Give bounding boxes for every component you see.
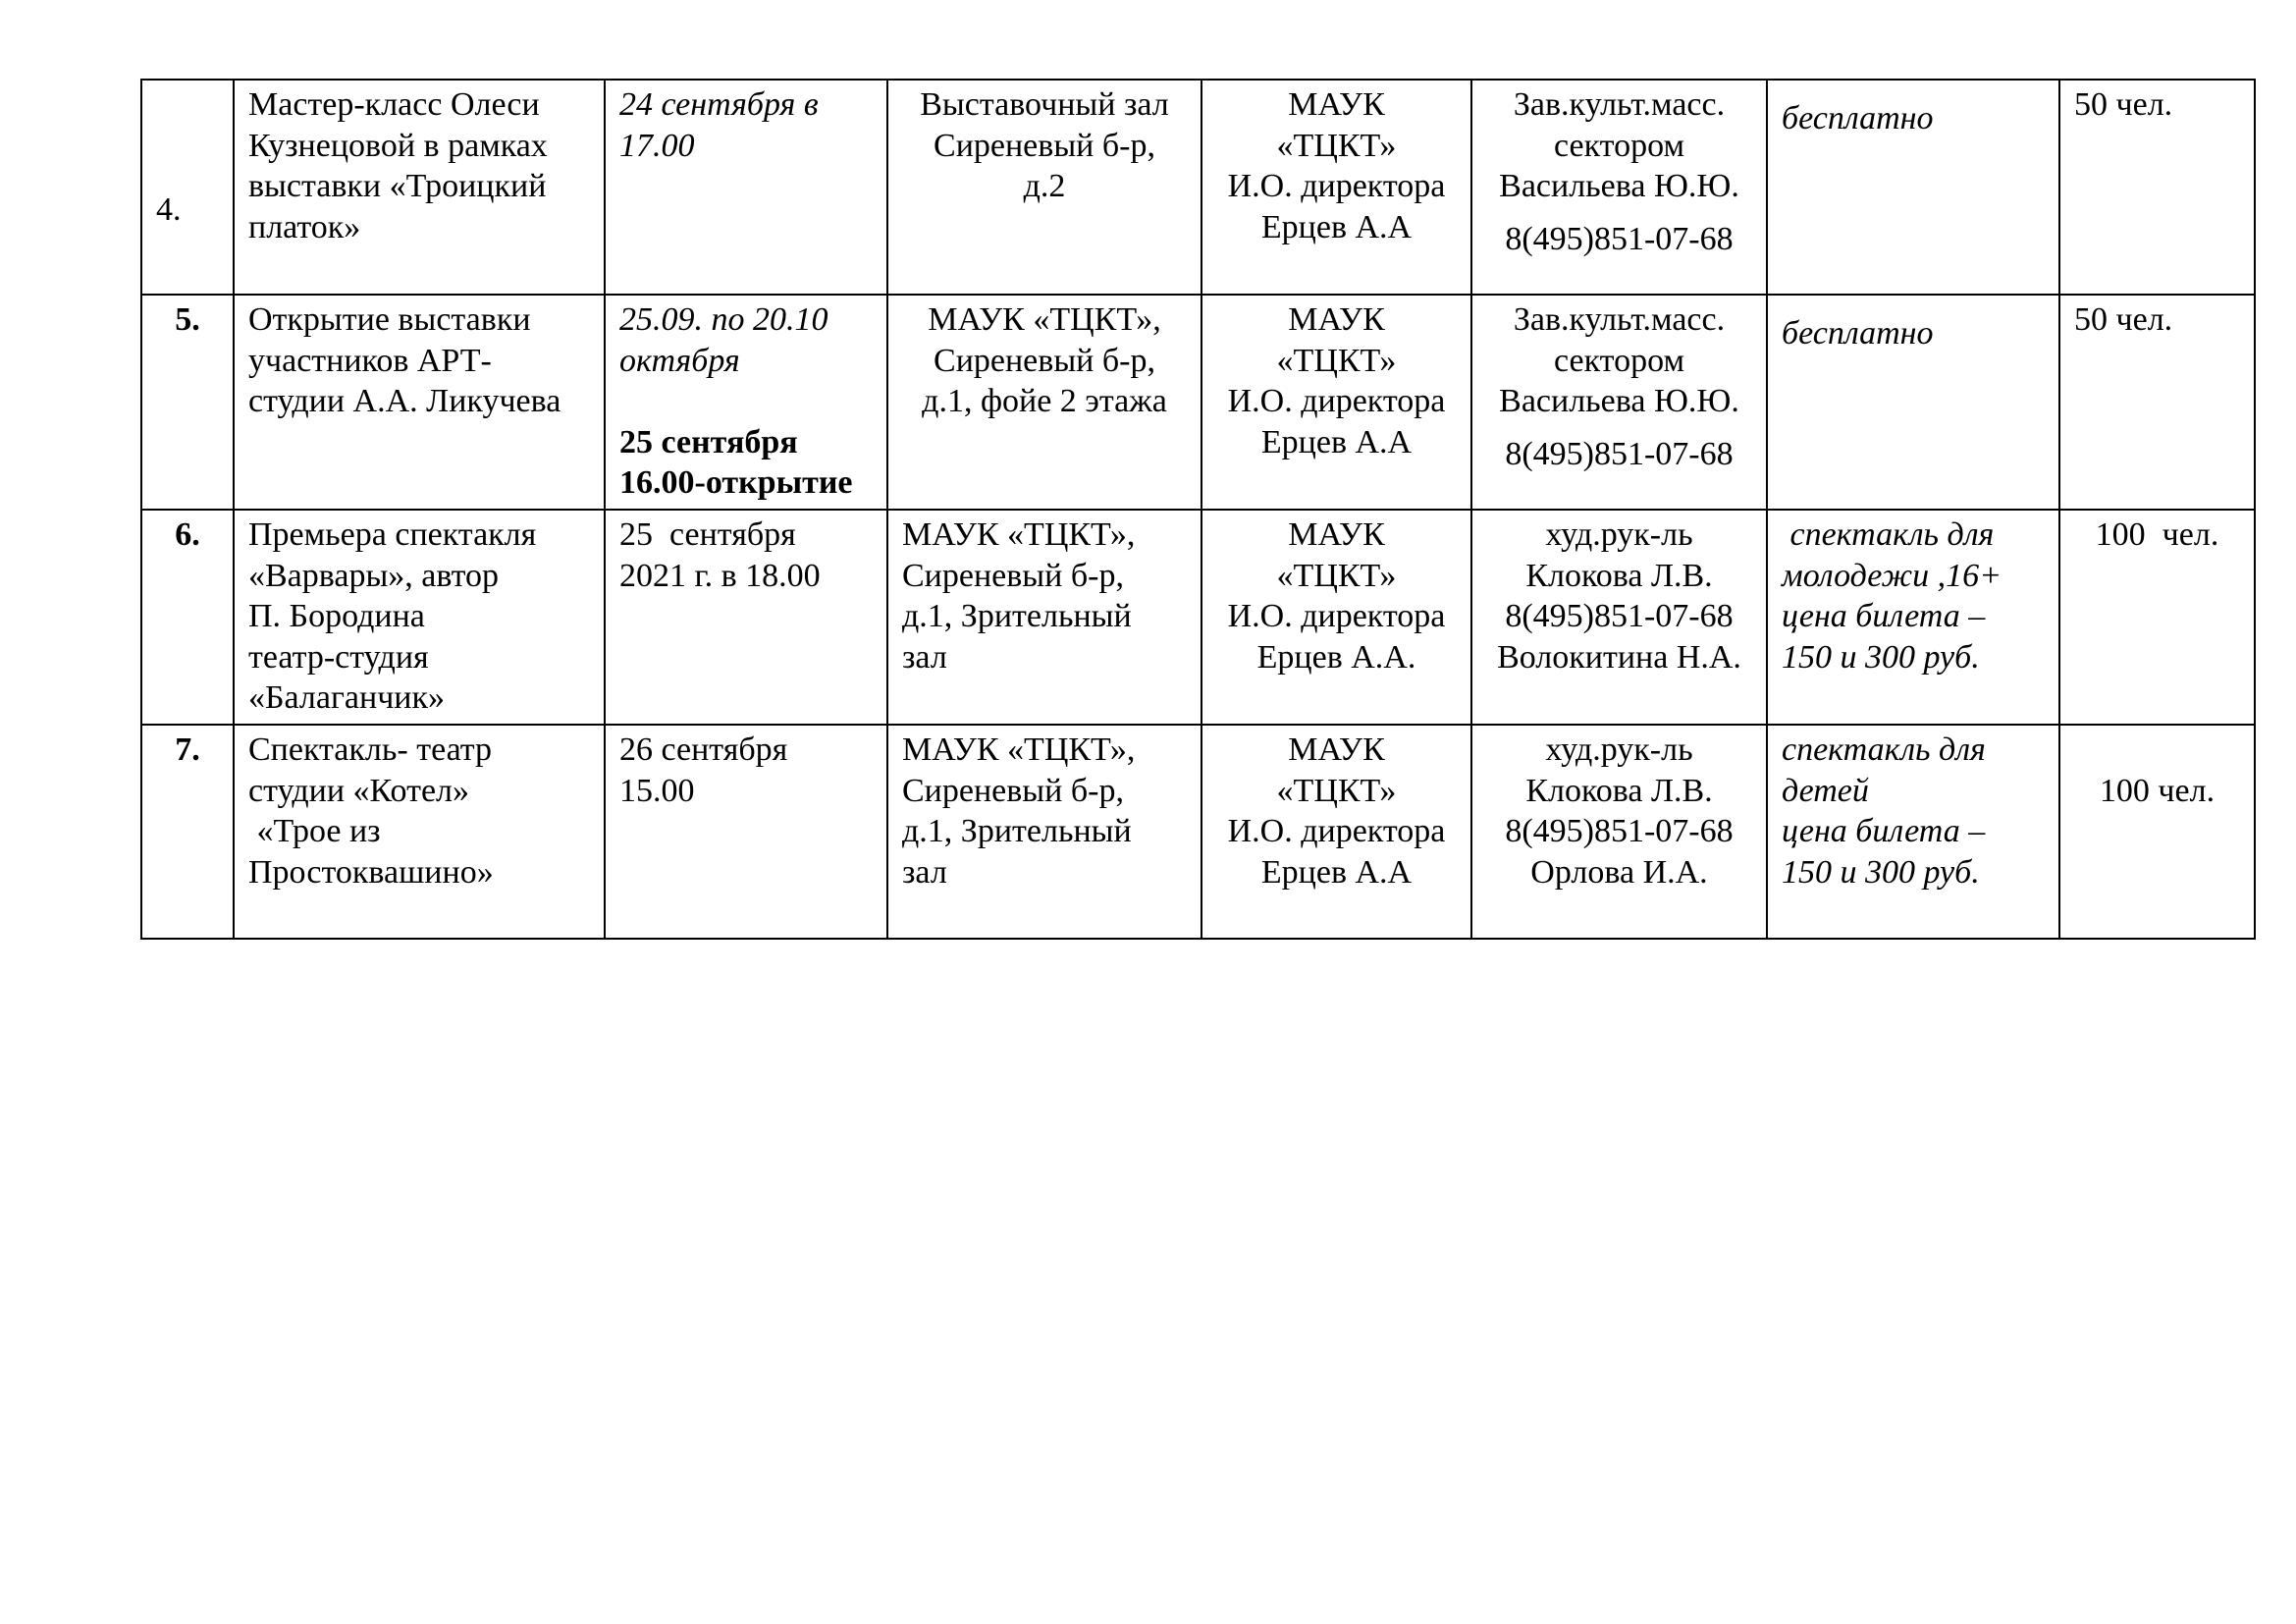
event-line: выставки «Троицкий — [248, 168, 547, 204]
responsible-line: худ.рук-ль — [1545, 516, 1693, 553]
row-number-cell — [141, 725, 234, 939]
table-row — [141, 80, 2255, 295]
place-line: д.2 — [1023, 168, 1066, 204]
event-line: П. Бородина — [248, 598, 425, 634]
organizer-cell — [1201, 80, 1471, 295]
place-cell — [887, 295, 1201, 510]
table-row — [141, 725, 2255, 939]
organizer-line: Ерцев А.А — [1260, 208, 1413, 245]
place-line: Сиреневый б-р, — [934, 342, 1155, 379]
place-line: МАУК «ТЦКТ», — [902, 731, 1136, 768]
attendance-cell — [2059, 725, 2255, 939]
attendance-count: 100 чел. — [2095, 516, 2219, 553]
event-line: Простоквашино» — [248, 853, 494, 891]
event-line: «Варвары», автор — [248, 557, 500, 594]
event-line: Спектакль- театр — [248, 731, 493, 768]
place-line: Выставочный зал — [920, 86, 1169, 123]
organizer-line: Ерцев А.А — [1260, 853, 1413, 891]
attendance-cell — [2059, 510, 2255, 725]
event-line: участников АРТ- — [248, 342, 492, 379]
event-line: Кузнецовой в рамках — [248, 127, 548, 164]
price-cell — [1767, 510, 2059, 725]
responsible-line: сектором — [1554, 127, 1684, 164]
responsible-cell — [1471, 295, 1767, 510]
date-cell — [605, 510, 887, 725]
table-row — [141, 510, 2255, 725]
organizer-line: МАУК — [1288, 86, 1385, 123]
attendance-count: 100 чел. — [2099, 773, 2216, 809]
spacer — [619, 381, 873, 422]
responsible-line: Орлова И.А. — [1530, 853, 1708, 891]
responsible-line: сектором — [1554, 342, 1684, 379]
row-number-cell — [141, 80, 234, 295]
place-line: д.1, Зрительный — [902, 598, 1132, 634]
price-line: цена билета – — [1782, 813, 1986, 849]
place-line: Сиреневый б-р, — [902, 557, 1124, 594]
responsible-line: Васильева Ю.Ю. — [1499, 383, 1739, 419]
organizer-line: МАУК — [1288, 301, 1385, 338]
place-cell — [887, 80, 1201, 295]
place-line: зал — [902, 638, 947, 676]
organizer-line: МАУК — [1288, 516, 1385, 553]
organizer-line: И.О. директора — [1227, 383, 1446, 419]
price-line: детей — [1782, 772, 1869, 809]
row-number: 5. — [175, 301, 200, 338]
row-number: 6. — [175, 516, 200, 553]
responsible-phone: 8(495)851-07-68 — [1505, 435, 1734, 472]
place-line: МАУК «ТЦКТ», — [928, 301, 1161, 338]
organizer-line: «ТЦКТ» — [1276, 557, 1397, 594]
place-cell — [887, 510, 1201, 725]
organizer-line: И.О. директора — [1227, 598, 1446, 634]
opening-date-line: 16.00-открытие — [619, 464, 853, 501]
date-cell — [605, 295, 887, 510]
responsible-phone: 8(495)851-07-68 — [1505, 220, 1734, 257]
responsible-line: Клокова Л.В. — [1525, 772, 1713, 809]
event-line: платок» — [248, 208, 361, 245]
table-row — [141, 295, 2255, 510]
row-number: 7. — [175, 731, 200, 768]
events-table — [140, 79, 2256, 940]
organizer-cell — [1201, 510, 1471, 725]
event-line: Премьера спектакля — [248, 516, 537, 553]
price-line: 150 и 300 руб. — [1782, 853, 1980, 891]
place-line: Сиреневый б-р, — [934, 127, 1155, 164]
organizer-line: Ерцев А.А — [1260, 423, 1413, 460]
place-line: д.1, Зрительный — [902, 813, 1132, 849]
price-line: бесплатно — [1782, 100, 1934, 136]
place-line: зал — [902, 853, 947, 891]
row-number: 4. — [156, 190, 182, 228]
organizer-line: МАУК — [1288, 731, 1385, 768]
date-line: октября — [619, 342, 740, 379]
price-line: 150 и 300 руб. — [1782, 638, 1980, 676]
place-line: МАУК «ТЦКТ», — [902, 516, 1136, 553]
organizer-line: И.О. директора — [1227, 168, 1446, 204]
price-line: спектакль для — [1782, 731, 1986, 768]
event-cell — [234, 80, 605, 295]
date-cell — [605, 80, 887, 295]
price-cell — [1767, 725, 2059, 939]
place-line: Сиреневый б-р, — [902, 772, 1124, 809]
event-cell — [234, 725, 605, 939]
event-line: студии «Котел» — [248, 772, 470, 809]
price-cell — [1767, 295, 2059, 510]
date-line: 2021 г. в 18.00 — [619, 557, 821, 594]
responsible-line: 8(495)851-07-68 — [1505, 598, 1734, 634]
responsible-line: худ.рук-ль — [1545, 731, 1693, 768]
attendance-cell — [2059, 80, 2255, 295]
row-number-cell — [141, 295, 234, 510]
row-number-cell — [141, 510, 234, 725]
organizer-cell — [1201, 295, 1471, 510]
price-line: цена билета – — [1782, 598, 1986, 634]
date-cell — [605, 725, 887, 939]
event-line: Открытие выставки — [248, 301, 531, 338]
price-line: спектакль для — [1782, 516, 1995, 553]
responsible-line: Клокова Л.В. — [1525, 557, 1713, 594]
organizer-line: «ТЦКТ» — [1276, 772, 1397, 809]
event-line: театр-студия — [248, 638, 429, 676]
date-line: 17.00 — [619, 127, 695, 164]
responsible-cell — [1471, 725, 1767, 939]
price-cell — [1767, 80, 2059, 295]
event-cell — [234, 295, 605, 510]
responsible-line: Волокитина Н.А. — [1497, 638, 1741, 676]
responsible-line: Васильева Ю.Ю. — [1499, 168, 1739, 204]
organizer-line: И.О. директора — [1227, 813, 1446, 849]
price-line: молодежи ,16+ — [1782, 557, 2002, 594]
attendance-count: 50 чел. — [2074, 86, 2173, 123]
date-line: 26 сентября — [619, 731, 788, 768]
date-line: 25 сентября — [619, 516, 796, 553]
responsible-cell — [1471, 80, 1767, 295]
place-cell — [887, 725, 1201, 939]
responsible-line: Зав.культ.масс. — [1513, 301, 1726, 338]
date-line: 15.00 — [619, 772, 695, 809]
event-line: «Трое из — [248, 813, 381, 849]
date-line: 25.09. по 20.10 — [619, 301, 828, 338]
date-line: 24 сентября в — [619, 86, 819, 123]
organizer-line: «ТЦКТ» — [1276, 127, 1397, 164]
organizer-line: «ТЦКТ» — [1276, 342, 1397, 379]
opening-date-line: 25 сентября — [619, 423, 798, 460]
price-line: бесплатно — [1782, 315, 1934, 352]
event-line: «Балаганчик» — [248, 679, 446, 716]
responsible-line: Зав.культ.масс. — [1513, 86, 1726, 123]
responsible-cell — [1471, 510, 1767, 725]
attendance-count: 50 чел. — [2074, 301, 2173, 338]
place-line: д.1, фойе 2 этажа — [922, 383, 1167, 419]
event-line: Мастер-класс Олеси — [248, 86, 540, 123]
responsible-line: 8(495)851-07-68 — [1505, 813, 1734, 849]
attendance-cell — [2059, 295, 2255, 510]
event-cell — [234, 510, 605, 725]
organizer-line: Ерцев А.А. — [1256, 638, 1416, 676]
event-line: студии А.А. Ликучева — [248, 383, 561, 419]
organizer-cell — [1201, 725, 1471, 939]
